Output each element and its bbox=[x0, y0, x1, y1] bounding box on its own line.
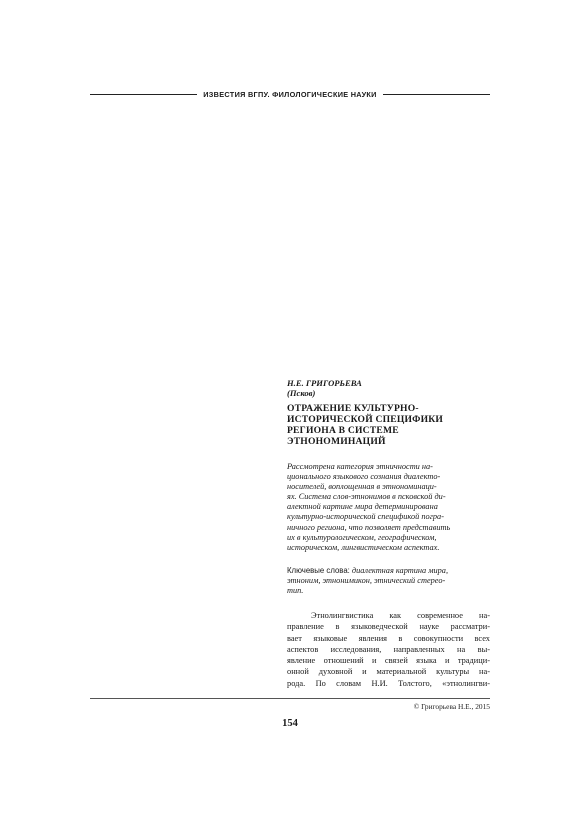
keywords-line: диалектная картина мира, bbox=[349, 566, 449, 575]
abstract-line: Рассмотрена категория этничности на- bbox=[287, 462, 433, 471]
abstract-line: ционального языкового сознания диалекто- bbox=[287, 472, 441, 482]
abstract bbox=[287, 462, 490, 553]
keywords-line: этноним, этнонимикон, этнический стерео- bbox=[287, 576, 446, 586]
page-number: 154 bbox=[282, 718, 298, 729]
body-line: Этнолингвистика как современное на- bbox=[311, 611, 490, 620]
keywords-line: тип. bbox=[287, 586, 304, 596]
abstract-line: историческом, лингвистическом аспектах. bbox=[287, 542, 440, 552]
header-rule-left bbox=[90, 94, 197, 95]
title-line: РЕГИОНА В СИСТЕМЕ bbox=[287, 425, 399, 436]
body-line: рода. По словам Н.И. Толстого, «этнолингви- bbox=[287, 678, 490, 688]
footer-rule bbox=[90, 698, 490, 699]
running-header bbox=[90, 90, 490, 99]
abstract-line: культурно-исторической спецификой погра- bbox=[287, 512, 444, 522]
author-city: (Псков) bbox=[287, 388, 316, 398]
body-line: аспектов исследования, направленных на вы- bbox=[287, 644, 490, 654]
title-line: ЭТНОНОМИНАЦИЙ bbox=[287, 436, 386, 447]
keywords-label: Ключевые слова: bbox=[287, 566, 350, 575]
article-title bbox=[287, 403, 490, 447]
header-rule-right bbox=[383, 94, 490, 95]
abstract-line: алектной картине мира детерминирована bbox=[287, 502, 438, 512]
title-line: ОТРАЖЕНИЕ КУЛЬТУРНО- bbox=[287, 403, 419, 414]
abstract-line: носителей, воплощенная в этнономинаци- bbox=[287, 482, 437, 492]
body-line: вает языковые явления в совокупности всех bbox=[287, 633, 490, 643]
copyright-note: © Григорьева Н.Е., 2015 bbox=[413, 702, 490, 711]
body-line: правление в языковедческой науке рассматри- bbox=[287, 622, 490, 632]
abstract-line: ничного региона, что позволяет представить bbox=[287, 522, 451, 532]
author-name: Н.Е. ГРИГОРЬЕВА bbox=[287, 378, 362, 388]
body-line: онной духовной и материальной культуры на- bbox=[287, 667, 490, 677]
body-text bbox=[287, 610, 490, 689]
author-block bbox=[287, 378, 490, 398]
keywords bbox=[287, 566, 490, 596]
running-title: ИЗВЕСТИЯ ВГПУ. ФИЛОЛОГИЧЕСКИЕ НАУКИ bbox=[203, 90, 377, 99]
title-line: ИСТОРИЧЕСКОЙ СПЕЦИФИКИ bbox=[287, 414, 444, 425]
abstract-line: ях. Система слов-этнонимов в псковской ди- bbox=[287, 492, 446, 502]
abstract-line: их в культурологическом, географическом, bbox=[287, 532, 437, 542]
body-line: явление отношений и связей языка и традици- bbox=[287, 656, 490, 666]
